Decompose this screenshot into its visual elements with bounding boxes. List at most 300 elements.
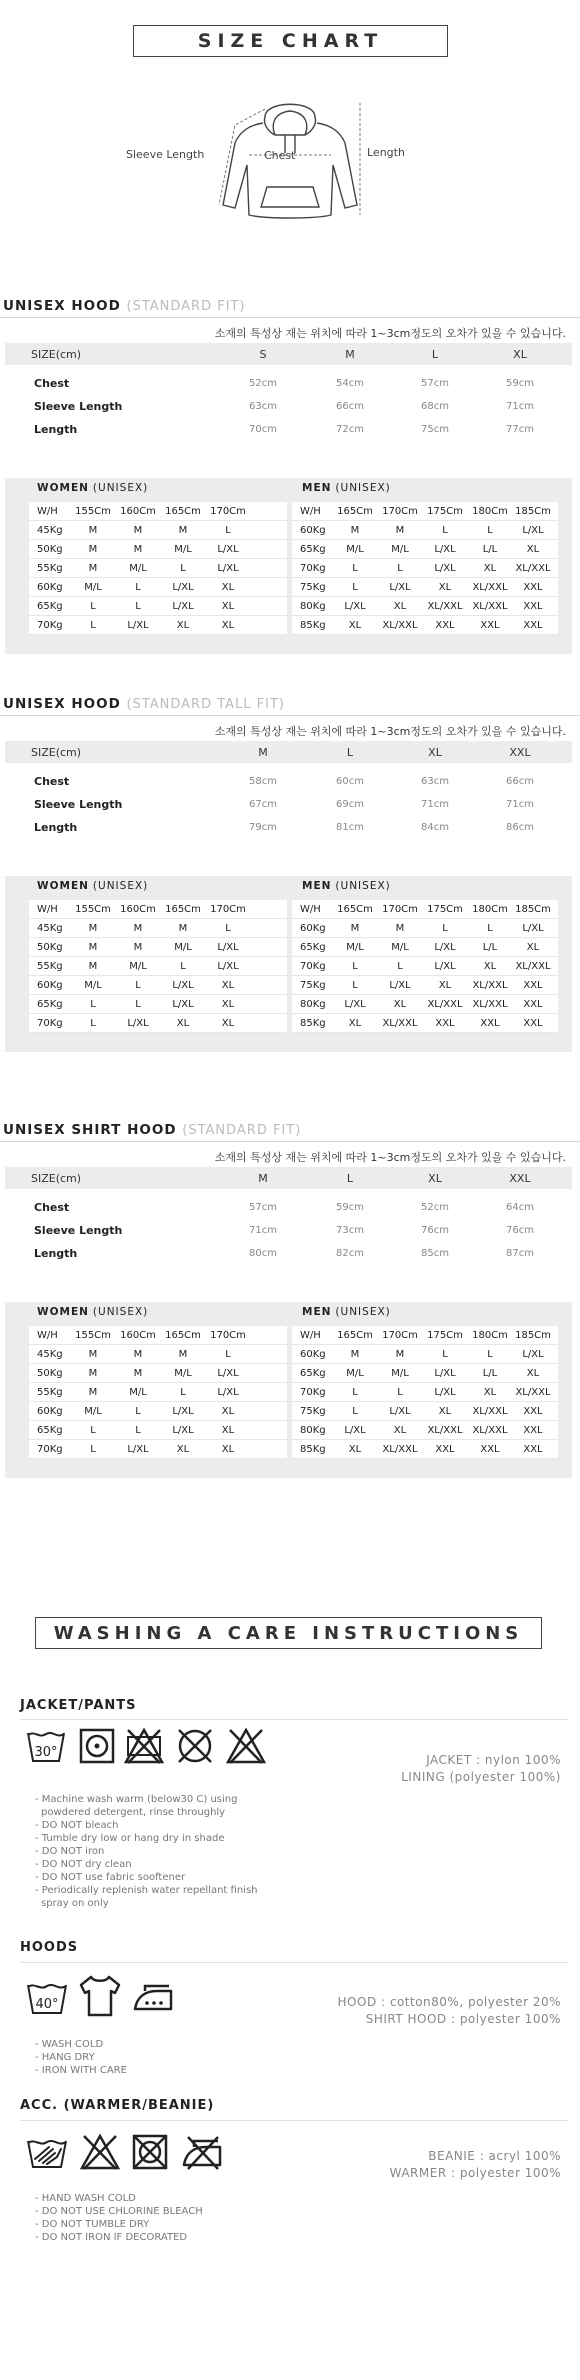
- row-line: [292, 634, 558, 635]
- size-recommendation: M: [88, 923, 98, 934]
- weight-label: 75Kg: [300, 582, 326, 593]
- size-recommendation: M: [88, 942, 98, 953]
- height-header: 155Cm: [75, 904, 111, 915]
- size-value: 84cm: [421, 822, 449, 833]
- size-recommendation: L: [90, 601, 96, 612]
- size-recommendation: L: [352, 980, 358, 991]
- men-grid-row: [292, 1345, 558, 1364]
- women-grid-row: [29, 578, 287, 597]
- weight-label: 70Kg: [300, 563, 326, 574]
- size-value: 77cm: [506, 424, 534, 435]
- spacer: [5, 763, 572, 770]
- size-recommendation: L: [135, 1406, 141, 1417]
- men-grid: [292, 900, 558, 1033]
- men-label: MEN: [302, 880, 332, 892]
- size-header-cell: S: [259, 347, 267, 361]
- size-recommendation: L: [442, 923, 448, 934]
- size-recommendation: XL: [393, 1425, 407, 1436]
- divider: [0, 317, 580, 318]
- size-recommendation: L: [225, 525, 231, 536]
- size-recommendation: XL: [221, 601, 235, 612]
- size-value: 68cm: [421, 401, 449, 412]
- size-recommendation: M: [395, 1349, 405, 1360]
- size-recommendation: XXL: [480, 620, 500, 631]
- size-value: 58cm: [249, 776, 277, 787]
- spacer: [5, 1189, 572, 1196]
- size-recommendation: L/XL: [434, 961, 456, 972]
- size-recommendation: XXL: [480, 1018, 500, 1029]
- size-row-label: Length: [34, 1247, 78, 1260]
- size-recommendation: XL/XXL: [427, 999, 463, 1010]
- men-grid-row: [292, 578, 558, 597]
- size-recommendation: L/XL: [172, 980, 194, 991]
- size-recommendation: L: [225, 1349, 231, 1360]
- size-value: 80cm: [249, 1248, 277, 1259]
- weight-label: 60Kg: [37, 1406, 63, 1417]
- size-recommendation: M: [88, 525, 98, 536]
- care-note: - DO NOT bleach: [35, 1820, 119, 1831]
- size-recommendation: L: [352, 1406, 358, 1417]
- women-grid-header: [29, 900, 287, 919]
- size-recommendation: M/L: [391, 544, 409, 555]
- weight-label: 80Kg: [300, 1425, 326, 1436]
- size-recommendation: L: [90, 1018, 96, 1029]
- size-recommendation: L/XL: [434, 1368, 456, 1379]
- size-recommendation: XXL: [435, 620, 455, 631]
- care-note: powdered detergent, rinse throughly: [41, 1807, 226, 1818]
- size-recommendation: M: [88, 563, 98, 574]
- height-header: 165Cm: [165, 1330, 201, 1341]
- size-recommendation: L/XL: [434, 544, 456, 555]
- men-grid-row: [292, 938, 558, 957]
- women-grid-row: [29, 1014, 287, 1033]
- size-recommendation: XL: [438, 1406, 452, 1417]
- women-grid-row: [29, 616, 287, 635]
- size-recommendation: L: [90, 620, 96, 631]
- hoodie-diagram-icon: [205, 95, 375, 230]
- size-recommendation: XXL: [523, 980, 543, 991]
- wash-30-icon: [25, 1727, 67, 1769]
- size-recommendation: M: [395, 525, 405, 536]
- size-recommendation: L/L: [482, 1368, 498, 1379]
- size-recommendation: M: [350, 525, 360, 536]
- women-grid: [29, 502, 287, 635]
- size-recommendation: L: [135, 601, 141, 612]
- size-header-cell: XL: [428, 745, 442, 759]
- size-value: 71cm: [506, 799, 534, 810]
- men-grid-row: [292, 1421, 558, 1440]
- size-recommendation: M/L: [174, 544, 192, 555]
- care-heading-jacket-pants: JACKET/PANTS: [20, 1698, 137, 1713]
- height-header: 185Cm: [515, 1330, 551, 1341]
- materials-jacket-pants: [401, 1752, 561, 1786]
- weight-label: 65Kg: [37, 1425, 63, 1436]
- size-recommendation: L/XL: [389, 1406, 411, 1417]
- row-line: [292, 1032, 558, 1033]
- no-bleach-icon: [124, 1727, 164, 1769]
- size-value: 54cm: [336, 378, 364, 389]
- care-note: - IRON WITH CARE: [35, 2065, 127, 2076]
- size-recommendation: L: [135, 980, 141, 991]
- women-grid-row: [29, 521, 287, 540]
- size-value: 82cm: [336, 1248, 364, 1259]
- women-grid-row: [29, 559, 287, 578]
- height-header: 185Cm: [515, 904, 551, 915]
- size-row-label: Sleeve Length: [34, 798, 123, 811]
- size-recommendation: XL: [221, 1406, 235, 1417]
- size-recommendation: M/L: [129, 961, 147, 972]
- size-recommendation: L: [90, 1444, 96, 1455]
- size-row: [5, 1242, 572, 1265]
- size-recommendation: XL: [526, 544, 540, 555]
- women-title: [37, 876, 148, 896]
- row-line: [292, 1458, 558, 1459]
- women-grid-row: [29, 597, 287, 616]
- wh-label: W/H: [300, 506, 321, 517]
- women-grid-header: [29, 1326, 287, 1345]
- size-chart-title: SIZE CHART: [133, 25, 448, 57]
- size-recommendation: L/XL: [172, 1406, 194, 1417]
- weight-label: 70Kg: [37, 1018, 63, 1029]
- care-note: - HANG DRY: [35, 2052, 95, 2063]
- size-recommendation: XL: [526, 942, 540, 953]
- care-note: - DO NOT USE CHLORINE BLEACH: [35, 2206, 203, 2217]
- size-row: [5, 418, 572, 441]
- care-note: - Machine wash warm (below30 C) using: [35, 1794, 238, 1805]
- size-recommendation: M/L: [129, 1387, 147, 1398]
- size-recommendation: XL: [221, 1425, 235, 1436]
- size-row-label: Chest: [34, 775, 70, 788]
- no-bleach-icon: [80, 2133, 120, 2175]
- size-recommendation: M: [395, 923, 405, 934]
- size-recommendation: XL: [221, 1444, 235, 1455]
- size-header-cell: L: [346, 745, 354, 759]
- size-recommendation: XL: [438, 980, 452, 991]
- size-recommendation: XXL: [523, 582, 543, 593]
- care-notes-jacket-pants: [35, 1793, 258, 1910]
- size-recommendation: M/L: [84, 582, 102, 593]
- men-grid-row: [292, 559, 558, 578]
- wash-40-temp: 40°: [35, 1997, 59, 2012]
- size-recommendation: M: [133, 525, 143, 536]
- section-fit: (STANDARD FIT): [126, 299, 246, 314]
- size-recommendation: L: [352, 582, 358, 593]
- size-recommendation: L: [180, 563, 186, 574]
- size-recommendation: M: [178, 923, 188, 934]
- wh-label: W/H: [37, 1330, 58, 1341]
- size-row-label: Chest: [34, 377, 70, 390]
- size-recommendation: M: [133, 1368, 143, 1379]
- size-value: 59cm: [336, 1202, 364, 1213]
- size-recommendation: L/XL: [172, 999, 194, 1010]
- weight-label: 80Kg: [300, 999, 326, 1010]
- women-grid-row: [29, 957, 287, 976]
- women-grid-row: [29, 1383, 287, 1402]
- weight-label: 55Kg: [37, 1387, 63, 1398]
- size-recommendation: L/XL: [217, 1368, 239, 1379]
- size-value: 86cm: [506, 822, 534, 833]
- men-grid-header: [292, 1326, 558, 1345]
- size-row-label: Sleeve Length: [34, 1224, 123, 1237]
- size-header-label: SIZE(cm): [31, 745, 82, 759]
- care-note: spray on only: [41, 1898, 109, 1909]
- size-row-label: Sleeve Length: [34, 400, 123, 413]
- size-recommendation: XL: [221, 980, 235, 991]
- size-recommendation: XL/XXL: [472, 1406, 508, 1417]
- men-grid: [292, 1326, 558, 1459]
- height-header: 170Cm: [382, 1330, 418, 1341]
- size-recommendation: M/L: [391, 1368, 409, 1379]
- measurement-notice: 소재의 특성상 재는 위치에 따라 1~3cm정도의 오차가 있을 수 있습니다.: [214, 327, 566, 340]
- size-table: [5, 1167, 572, 1265]
- unisex-tag: (UNISEX): [92, 482, 149, 494]
- size-recommendation: XXL: [523, 1406, 543, 1417]
- size-recommendation: L: [135, 582, 141, 593]
- no-tumble-dry-icon: [131, 2133, 169, 2175]
- women-title: [37, 478, 148, 498]
- women-grid-row: [29, 1421, 287, 1440]
- size-recommendation: M/L: [346, 942, 364, 953]
- section-name: UNISEX SHIRT HOOD: [3, 1122, 177, 1138]
- weight-label: 80Kg: [300, 601, 326, 612]
- size-value: 63cm: [421, 776, 449, 787]
- spacer: [5, 365, 572, 372]
- unisex-tag: (UNISEX): [335, 482, 391, 494]
- size-recommendation: L/XL: [522, 1349, 544, 1360]
- care-notes-hoods: [35, 2038, 127, 2077]
- height-header: 170Cm: [382, 904, 418, 915]
- size-recommendation: L: [397, 961, 403, 972]
- women-grid-header: [29, 502, 287, 521]
- size-recommendation: M: [133, 544, 143, 555]
- size-recommendation: M: [133, 942, 143, 953]
- size-recommendation: L: [397, 1387, 403, 1398]
- men-grid-row: [292, 957, 558, 976]
- section-fit: (STANDARD TALL FIT): [126, 697, 285, 712]
- size-value: 79cm: [249, 822, 277, 833]
- size-value: 66cm: [336, 401, 364, 412]
- section-title: [3, 298, 246, 314]
- weight-label: 45Kg: [37, 1349, 63, 1360]
- size-row: [5, 1196, 572, 1219]
- measurement-notice: 소재의 특성상 재는 위치에 따라 1~3cm정도의 오차가 있을 수 있습니다.: [214, 1151, 566, 1164]
- material-line: HOOD : cotton80%, polyester 20%: [337, 1995, 561, 2009]
- height-header: 170Cm: [210, 904, 246, 915]
- size-recommendation: L: [397, 563, 403, 574]
- weight-label: 60Kg: [37, 582, 63, 593]
- size-value: 71cm: [421, 799, 449, 810]
- men-title: [302, 478, 391, 498]
- height-header: 165Cm: [337, 904, 373, 915]
- fit-guide-block: [5, 478, 572, 654]
- weight-label: 75Kg: [300, 1406, 326, 1417]
- height-header: 180Cm: [472, 1330, 508, 1341]
- weight-label: 75Kg: [300, 980, 326, 991]
- size-recommendation: L/XL: [127, 1018, 149, 1029]
- men-grid-row: [292, 995, 558, 1014]
- height-header: 180Cm: [472, 506, 508, 517]
- women-grid-row: [29, 976, 287, 995]
- size-table-header: [5, 343, 572, 365]
- height-header: 165Cm: [165, 904, 201, 915]
- size-recommendation: L/XL: [127, 1444, 149, 1455]
- size-row: [5, 372, 572, 395]
- size-recommendation: M/L: [346, 1368, 364, 1379]
- height-header: 175Cm: [427, 904, 463, 915]
- care-note: - DO NOT TUMBLE DRY: [35, 2219, 150, 2230]
- wh-label: W/H: [300, 904, 321, 915]
- size-recommendation: XL: [483, 961, 497, 972]
- size-recommendation: L/XL: [217, 942, 239, 953]
- size-recommendation: XL: [176, 620, 190, 631]
- men-grid-row: [292, 616, 558, 635]
- unisex-tag: (UNISEX): [335, 1306, 391, 1318]
- weight-label: 85Kg: [300, 620, 326, 631]
- size-value: 52cm: [249, 378, 277, 389]
- size-recommendation: XXL: [523, 1425, 543, 1436]
- size-value: 75cm: [421, 424, 449, 435]
- care-note: - HAND WASH COLD: [35, 2193, 136, 2204]
- women-grid-row: [29, 1440, 287, 1459]
- size-recommendation: L: [135, 999, 141, 1010]
- hand-wash-icon: [25, 2133, 69, 2175]
- size-value: 71cm: [506, 401, 534, 412]
- fit-guide-block: [5, 1302, 572, 1478]
- women-grid: [29, 1326, 287, 1459]
- size-value: 71cm: [249, 1225, 277, 1236]
- care-note: - Periodically replenish water repellant finish: [35, 1885, 258, 1896]
- size-value: 52cm: [421, 1202, 449, 1213]
- women-grid-row: [29, 1364, 287, 1383]
- men-grid-row: [292, 976, 558, 995]
- size-recommendation: L: [352, 1387, 358, 1398]
- size-recommendation: M: [88, 544, 98, 555]
- size-recommendation: XXL: [523, 620, 543, 631]
- care-note: - DO NOT dry clean: [35, 1859, 132, 1870]
- size-header-cell: XL: [428, 1171, 442, 1185]
- weight-label: 60Kg: [300, 923, 326, 934]
- size-recommendation: L/XL: [434, 942, 456, 953]
- size-recommendation: L/XL: [172, 1425, 194, 1436]
- size-recommendation: L/XL: [172, 601, 194, 612]
- size-recommendation: L/XL: [127, 620, 149, 631]
- size-recommendation: L/XL: [217, 961, 239, 972]
- size-recommendation: L: [135, 1425, 141, 1436]
- women-grid-row: [29, 1402, 287, 1421]
- size-recommendation: M/L: [84, 1406, 102, 1417]
- size-recommendation: XL: [483, 1387, 497, 1398]
- size-recommendation: XL/XXL: [472, 980, 508, 991]
- men-grid-row: [292, 597, 558, 616]
- unisex-tag: (UNISEX): [92, 880, 149, 892]
- men-title: [302, 1302, 391, 1322]
- size-recommendation: XL/XXL: [427, 601, 463, 612]
- men-grid-row: [292, 1014, 558, 1033]
- size-header-label: SIZE(cm): [31, 1171, 82, 1185]
- measurement-notice: 소재의 특성상 재는 위치에 따라 1~3cm정도의 오차가 있을 수 있습니다.: [214, 725, 566, 738]
- materials-acc: [390, 2148, 561, 2182]
- size-recommendation: XXL: [435, 1444, 455, 1455]
- women-label: WOMEN: [37, 880, 89, 892]
- women-grid-row: [29, 540, 287, 559]
- weight-label: 85Kg: [300, 1018, 326, 1029]
- women-label: WOMEN: [37, 482, 89, 494]
- weight-label: 45Kg: [37, 525, 63, 536]
- wh-label: W/H: [300, 1330, 321, 1341]
- size-recommendation: XXL: [435, 1018, 455, 1029]
- size-recommendation: XL: [221, 620, 235, 631]
- size-table-header: [5, 741, 572, 763]
- height-header: 160Cm: [120, 904, 156, 915]
- height-header: 180Cm: [472, 904, 508, 915]
- size-value: 72cm: [336, 424, 364, 435]
- size-recommendation: M: [133, 923, 143, 934]
- size-row: [5, 1219, 572, 1242]
- size-row-label: Length: [34, 821, 78, 834]
- size-value: 64cm: [506, 1202, 534, 1213]
- wash-40-icon: [25, 1979, 69, 2021]
- size-recommendation: XL/XXL: [515, 563, 551, 574]
- size-recommendation: XXL: [523, 1018, 543, 1029]
- material-line: SHIRT HOOD : polyester 100%: [365, 2012, 561, 2026]
- size-recommendation: M/L: [391, 942, 409, 953]
- men-label: MEN: [302, 1306, 332, 1318]
- height-header: 185Cm: [515, 506, 551, 517]
- size-recommendation: L: [225, 923, 231, 934]
- size-recommendation: M/L: [346, 544, 364, 555]
- section-fit: (STANDARD FIT): [182, 1123, 302, 1138]
- size-value: 66cm: [506, 776, 534, 787]
- size-recommendation: M: [350, 923, 360, 934]
- size-recommendation: XXL: [523, 1444, 543, 1455]
- size-table-header: [5, 1167, 572, 1189]
- wash-30-temp: 30°: [34, 1745, 58, 1760]
- size-table: [5, 741, 572, 839]
- size-recommendation: M/L: [129, 563, 147, 574]
- size-recommendation: M: [88, 1368, 98, 1379]
- size-recommendation: XL/XXL: [472, 601, 508, 612]
- size-value: 76cm: [506, 1225, 534, 1236]
- size-recommendation: M: [178, 1349, 188, 1360]
- material-line: JACKET : nylon 100%: [426, 1753, 561, 1767]
- height-header: 175Cm: [427, 1330, 463, 1341]
- size-recommendation: L: [90, 1425, 96, 1436]
- size-value: 69cm: [336, 799, 364, 810]
- size-value: 60cm: [336, 776, 364, 787]
- weight-label: 70Kg: [37, 620, 63, 631]
- care-note: - DO NOT iron: [35, 1846, 105, 1857]
- fit-guide-block: [5, 876, 572, 1052]
- size-recommendation: L/L: [482, 942, 498, 953]
- men-grid-row: [292, 521, 558, 540]
- height-header: 160Cm: [120, 1330, 156, 1341]
- size-row: [5, 395, 572, 418]
- size-recommendation: L/XL: [344, 601, 366, 612]
- size-header-cell: M: [258, 745, 268, 759]
- size-header-cell: XXL: [509, 1171, 531, 1185]
- women-grid-row: [29, 938, 287, 957]
- size-value: 67cm: [249, 799, 277, 810]
- size-recommendation: XL: [348, 620, 362, 631]
- size-recommendation: M: [88, 961, 98, 972]
- care-note: - DO NOT IRON IF DECORATED: [35, 2232, 188, 2243]
- size-recommendation: L/XL: [217, 563, 239, 574]
- men-grid-header: [292, 502, 558, 521]
- size-header-cell: XXL: [509, 745, 531, 759]
- weight-label: 65Kg: [300, 544, 326, 555]
- size-recommendation: M: [350, 1349, 360, 1360]
- size-recommendation: XL: [221, 1018, 235, 1029]
